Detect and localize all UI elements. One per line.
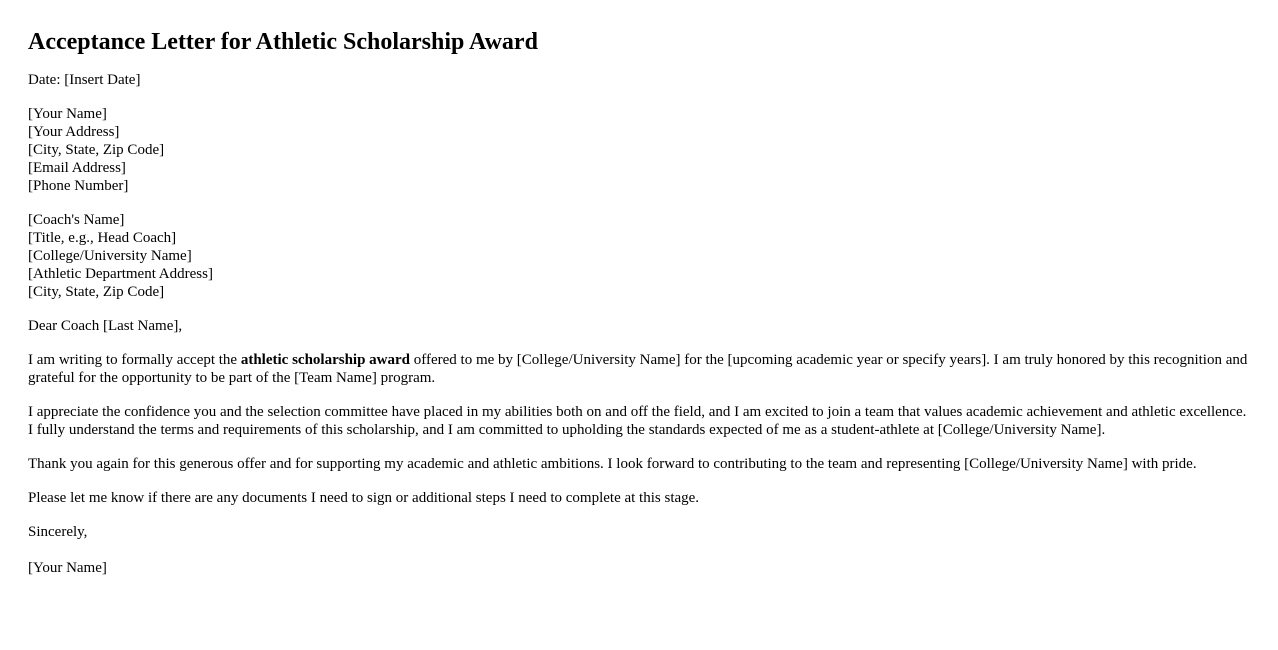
body-paragraph-2: I appreciate the confidence you and the selection committee have placed in my abilities both on and off the field, and I am excited to join a team that values academic achievement and athletic excellence. I fully understand the terms and requirements of this scholarship, and I am committed to upholding the standards expected of me as a student-athlete at [College/University Name]. xyxy=(28,404,1247,439)
recipient-department-address: [Athletic Department Address] xyxy=(28,266,213,283)
body-paragraph-4: Please let me know if there are any documents I need to sign or additional steps I need to complete at this stage. xyxy=(28,490,700,507)
closing: Sincerely, xyxy=(28,524,88,541)
sender-city-state-zip: [City, State, Zip Code] xyxy=(28,142,165,159)
sender-phone: [Phone Number] xyxy=(28,178,129,195)
paragraph-1-rest: offered to me by [College/University Name] for the [upcoming academic year or specify years]. I am truly honored by this recognition and grateful for the opportunity to be part of the [Team Name] program. xyxy=(28,352,1248,387)
sender-name: [Your Name] xyxy=(28,106,107,123)
sender-address-block xyxy=(28,105,1250,195)
recipient-address-block xyxy=(28,211,1250,301)
signature-name: [Your Name] xyxy=(28,560,107,577)
salutation: Dear Coach [Last Name], xyxy=(28,318,183,335)
recipient-city-state-zip: [City, State, Zip Code] xyxy=(28,284,165,301)
sender-address: [Your Address] xyxy=(28,124,120,141)
recipient-name: [Coach's Name] xyxy=(28,212,125,229)
body-paragraph-1 xyxy=(28,351,1250,387)
paragraph-1-emphasis: athletic scholarship award xyxy=(240,352,411,369)
paragraph-1-lead: I am writing to formally accept the xyxy=(28,352,241,369)
recipient-title: [Title, e.g., Head Coach] xyxy=(28,230,177,247)
page-title: Acceptance Letter for Athletic Scholarship Award xyxy=(28,29,538,55)
sender-email: [Email Address] xyxy=(28,160,126,177)
recipient-institution: [College/University Name] xyxy=(28,248,192,265)
body-paragraph-3: Thank you again for this generous offer and for supporting my academic and athletic ambitions. I look forward to contributing to the team and representing [College/University Name] with pride. xyxy=(28,456,1197,473)
date-line: Date: [Insert Date] xyxy=(28,72,141,89)
